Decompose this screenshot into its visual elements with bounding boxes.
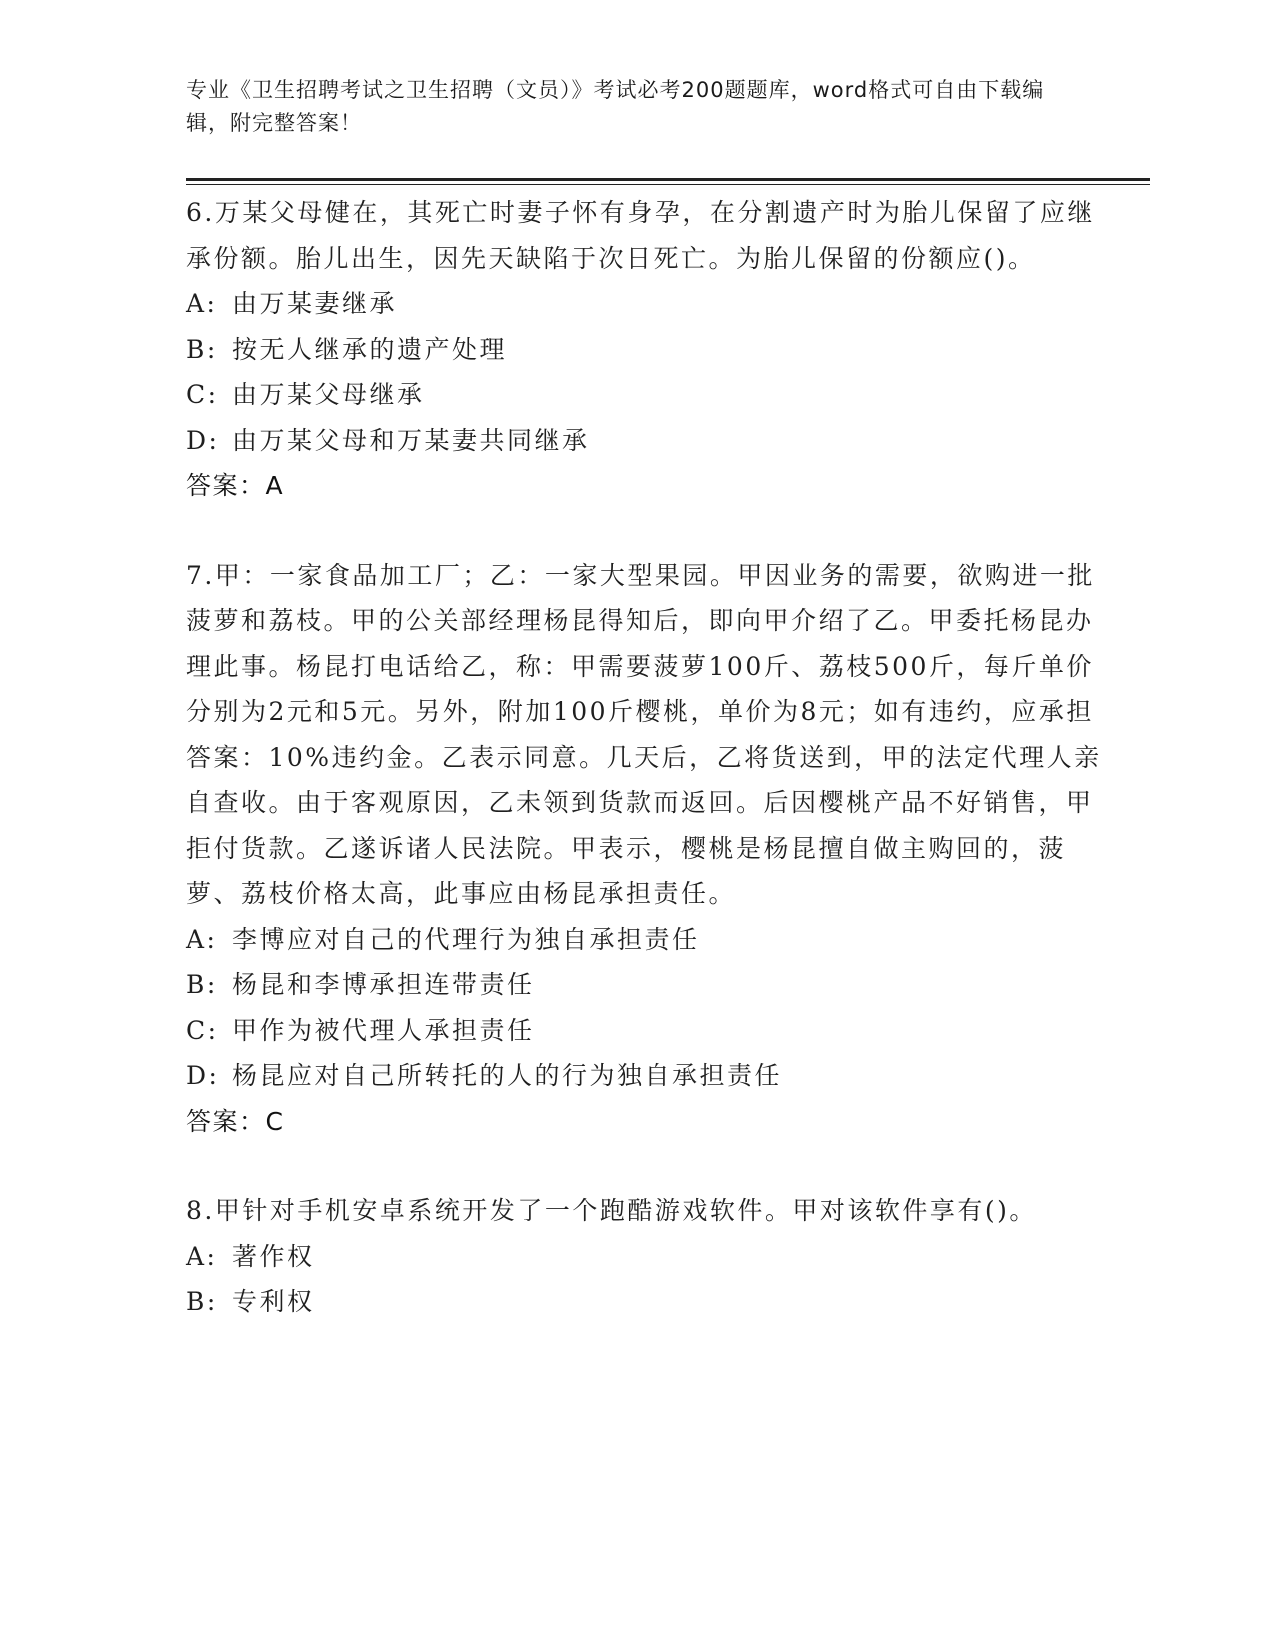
- option-letter: B:: [186, 970, 218, 999]
- option-letter: A:: [186, 924, 218, 954]
- answer-line: 答案：C: [186, 1106, 285, 1136]
- question-7: [186, 553, 1106, 1145]
- option-text: 按无人继承的遗产处理: [232, 334, 508, 364]
- question-spacer: [186, 509, 1106, 553]
- option-letter: A:: [186, 1241, 218, 1271]
- header-rule-thick: [186, 178, 1150, 181]
- option-d: [186, 1053, 1106, 1099]
- option-a: [186, 917, 1106, 963]
- option-letter: A:: [186, 289, 218, 318]
- option-letter: D:: [186, 425, 220, 455]
- option-b: [186, 327, 1106, 373]
- option-text: 著作权: [232, 1241, 315, 1271]
- option-c: [186, 372, 1106, 418]
- option-letter: D:: [186, 1061, 220, 1090]
- question-text: 7.甲：一家食品加工厂；乙：一家大型果园。甲因业务的需要，欲购进一批菠萝和荔枝。甲的公关部经理杨昆得知后，即向甲介绍了乙。甲委托杨昆办理此事。杨昆打电话给乙，称：甲需要菠萝100斤、荔枝500斤，每斤单价分别为2元和5元。另外，附加100斤樱桃，单价为8元；如有违约，应承担答案：10%违约金。乙表示同意。几天后，乙将货送到，甲的法定代理人亲自查收。由于客观原因，乙未领到货款而返回。后因樱桃产品不好销售，甲拒付货款。乙遂诉诸人民法院。甲表示，樱桃是杨昆擅自做主购回的，菠萝、荔枝价格太高，此事应由杨昆承担责任。: [186, 560, 1102, 908]
- answer-line: 答案：A: [186, 471, 285, 500]
- question-8: [186, 1188, 1106, 1325]
- option-text: 专利权: [232, 1287, 315, 1316]
- option-text: 甲作为被代理人承担责任: [232, 1015, 535, 1045]
- option-text: 杨昆应对自己所转托的人的行为独自承担责任: [232, 1061, 783, 1090]
- option-text: 由万某父母和万某妻共同继承: [232, 425, 590, 455]
- header-rule-thin: [186, 184, 1150, 185]
- option-b: [186, 962, 1106, 1008]
- option-a: [186, 1234, 1106, 1280]
- option-text: 李博应对自己的代理行为独自承担责任: [232, 924, 700, 954]
- option-a: [186, 281, 1106, 327]
- question-list: [186, 190, 1106, 1325]
- question-text: 6.万某父母健在，其死亡时妻子怀有身孕，在分割遗产时为胎儿保留了应继承份额。胎儿出生，因先天缺陷于次日死亡。为胎儿保留的份额应()。: [186, 198, 1095, 273]
- option-d: [186, 418, 1106, 464]
- option-letter: B:: [186, 1287, 218, 1316]
- question-spacer: [186, 1144, 1106, 1188]
- option-letter: B:: [186, 334, 218, 364]
- question-6: [186, 190, 1106, 509]
- option-text: 杨昆和李博承担连带责任: [232, 970, 535, 999]
- option-letter: C:: [186, 380, 219, 409]
- option-letter: C:: [186, 1015, 219, 1045]
- option-text: 由万某父母继承: [232, 380, 425, 409]
- option-text: 由万某妻继承: [232, 289, 398, 318]
- document-header: 专业《卫生招聘考试之卫生招聘（文员）》考试必考200题题库，word格式可自由下载编辑，附完整答案！: [186, 78, 1045, 135]
- option-c: [186, 1008, 1106, 1054]
- question-text: 8.甲针对手机安卓系统开发了一个跑酷游戏软件。甲对该软件享有()。: [186, 1196, 1037, 1225]
- option-b: [186, 1279, 1106, 1325]
